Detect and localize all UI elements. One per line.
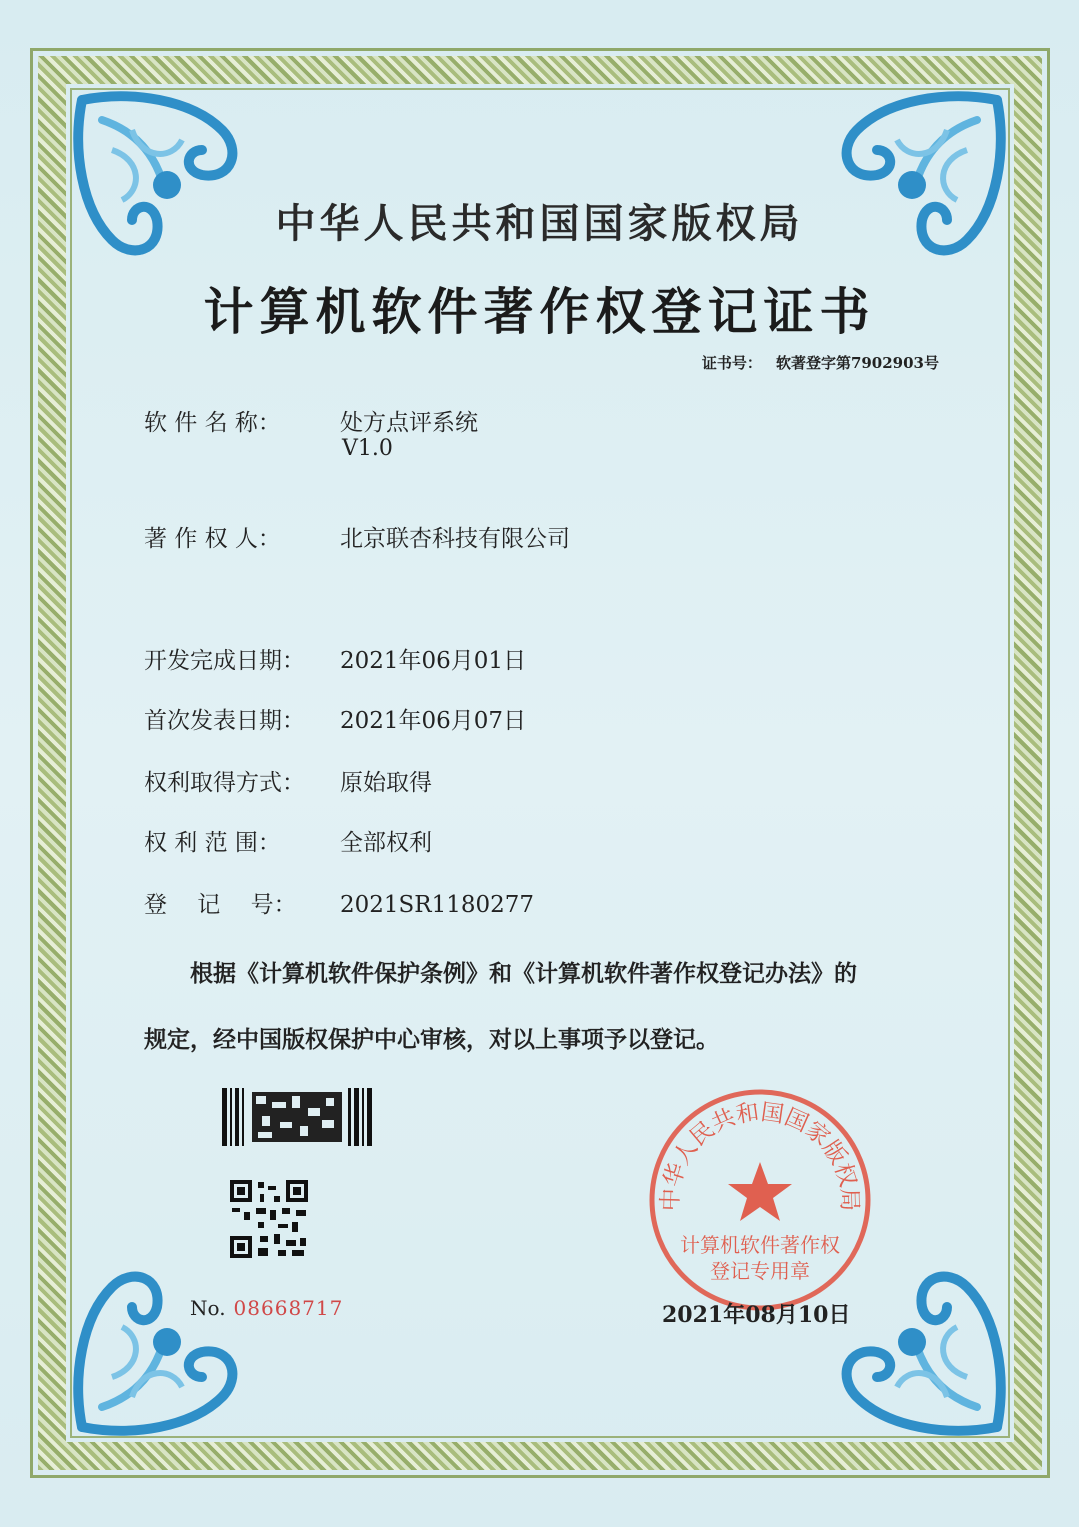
field-label: 著 作 权 人： bbox=[144, 526, 281, 552]
official-seal bbox=[640, 1080, 880, 1320]
field-software-name bbox=[144, 404, 478, 437]
seal-ring-text: 中华人民共和国国家版权局 bbox=[657, 1099, 863, 1212]
seal-star-icon bbox=[728, 1162, 792, 1221]
field-value: 2021SR1180277 bbox=[340, 892, 535, 918]
field-software-version: V1.0 bbox=[342, 436, 393, 461]
field-value: 处方点评系统 bbox=[340, 410, 478, 436]
field-label: 权利取得方式： bbox=[144, 770, 305, 796]
field-first-publish-date bbox=[144, 702, 526, 735]
field-rights-scope bbox=[144, 824, 432, 857]
field-value: 2021年06月01日 bbox=[340, 648, 527, 674]
field-copyright-owner bbox=[144, 520, 570, 553]
barcode bbox=[222, 1088, 374, 1146]
serial-number-value: 08668717 bbox=[233, 1296, 344, 1320]
serial-number bbox=[190, 1296, 343, 1320]
certificate-number bbox=[702, 352, 939, 373]
field-value: 全部权利 bbox=[340, 830, 432, 856]
field-registration-number bbox=[144, 886, 534, 919]
field-label: 软 件 名 称： bbox=[144, 410, 281, 436]
field-value: 原始取得 bbox=[340, 770, 432, 796]
seal-inner-line-2: 登记专用章 bbox=[710, 1259, 810, 1283]
field-label: 开发完成日期： bbox=[144, 648, 305, 674]
certificate-number-value: 软著登字第7902903号 bbox=[775, 354, 939, 372]
certificate-number-label: 证书号： bbox=[701, 354, 762, 372]
serial-number-label: No. bbox=[190, 1296, 226, 1320]
statement-line-2: 规定，经中国版权保护中心审核，对以上事项予以登记。 bbox=[144, 1026, 719, 1053]
issue-date: 2021年08月10日 bbox=[662, 1302, 851, 1328]
field-acquisition-method bbox=[144, 764, 432, 797]
field-value: 2021年06月07日 bbox=[340, 708, 527, 734]
seal-inner-line-1: 计算机软件著作权 bbox=[680, 1233, 840, 1257]
field-label: 登 记 号： bbox=[144, 892, 297, 918]
field-label: 首次发表日期： bbox=[144, 708, 305, 734]
qr-code bbox=[230, 1180, 308, 1258]
corner-ornament-bottom-left bbox=[72, 1237, 272, 1437]
field-label: 权 利 范 围： bbox=[144, 830, 281, 856]
authority-title: 中华人民共和国国家版权局 bbox=[275, 200, 804, 247]
field-value: 北京联杏科技有限公司 bbox=[340, 526, 570, 552]
statement-line-1: 根据《计算机软件保护条例》和《计算机软件著作权登记办法》的 bbox=[190, 960, 857, 987]
certificate-title: 计算机软件著作权登记证书 bbox=[203, 282, 876, 341]
corner-ornament-top-right bbox=[807, 90, 1007, 290]
corner-ornament-top-left bbox=[72, 90, 272, 290]
field-dev-completion-date bbox=[144, 642, 526, 675]
